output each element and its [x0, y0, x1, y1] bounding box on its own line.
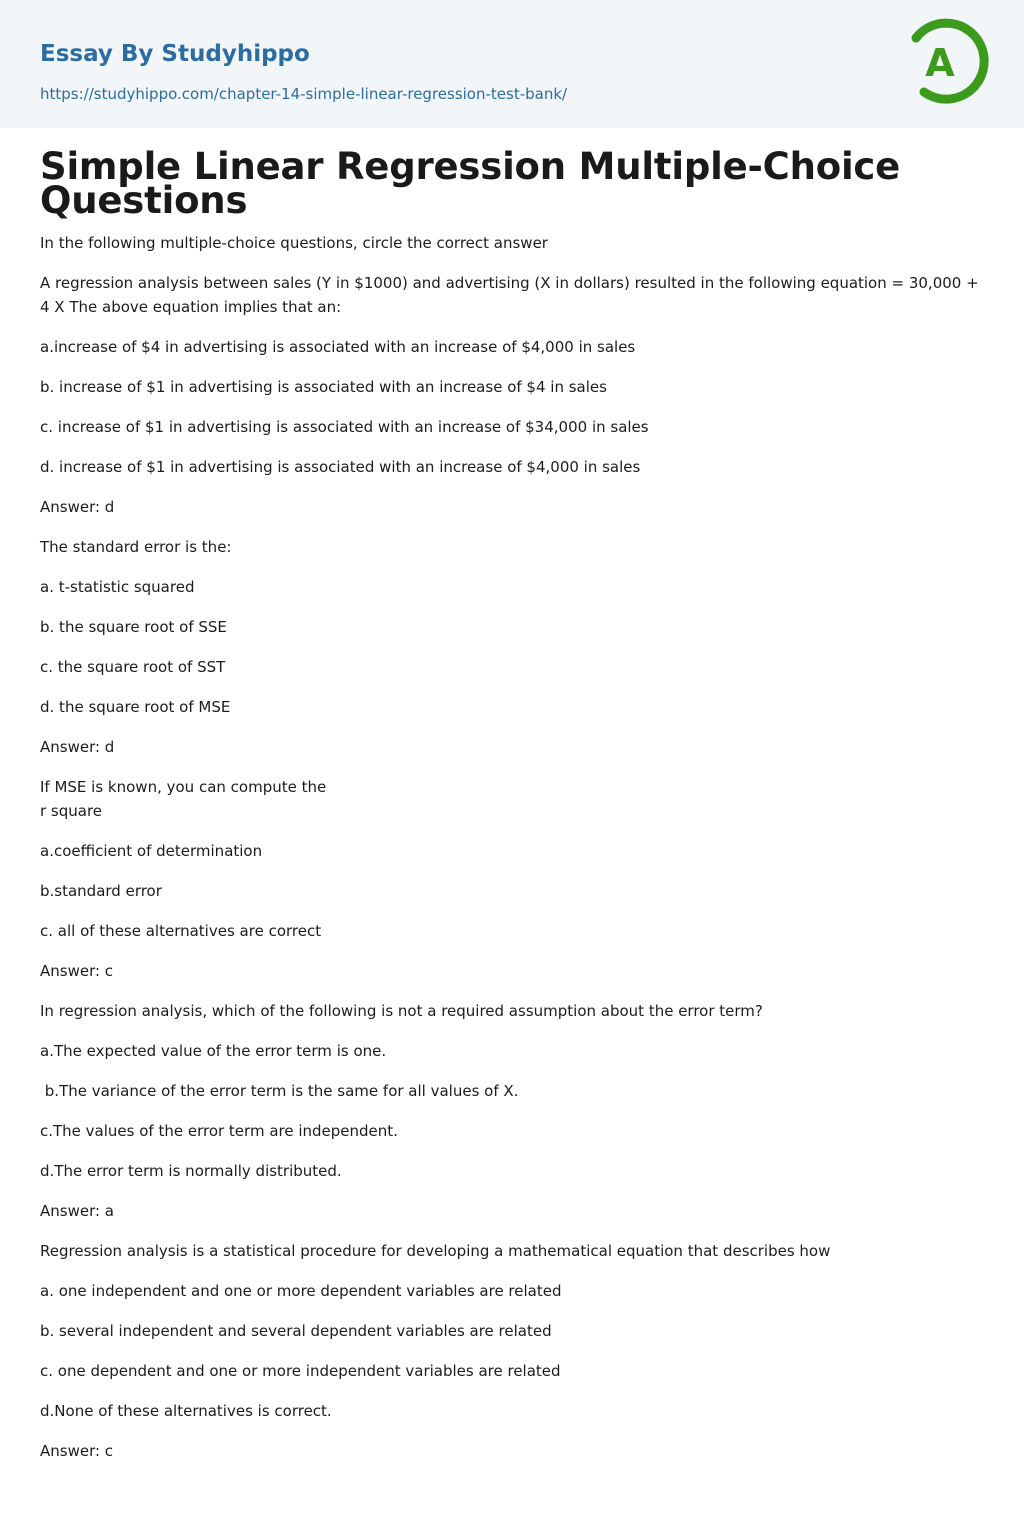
document-line: c. increase of $1 in advertising is associated with an increase of $34,000 in sales — [40, 418, 649, 436]
document-line: c. the square root of SST — [40, 658, 226, 676]
document-line: a.coefficient of determination — [40, 842, 263, 860]
logo-icon[interactable] — [906, 18, 990, 106]
page-title: Simple Linear Regression Multiple-Choice Questions — [40, 145, 901, 222]
document-line: Answer: d — [40, 738, 115, 756]
document-line: b. several independent and several dependent variables are related — [40, 1322, 552, 1340]
document-line: a.The expected value of the error term is one. — [40, 1042, 387, 1060]
document-line: If MSE is known, you can compute the r square — [40, 778, 327, 820]
source-link[interactable]: https://studyhippo.com/chapter-14-simple-linear-regression-test-bank/ — [40, 85, 568, 103]
document-line: d.The error term is normally distributed. — [40, 1162, 342, 1180]
document-line: d. increase of $1 in advertising is associated with an increase of $4,000 in sales — [40, 458, 641, 476]
document-line: d. the square root of MSE — [40, 698, 231, 716]
document-line: b. increase of $1 in advertising is associated with an increase of $4 in sales — [40, 378, 607, 396]
document-line: The standard error is the: — [40, 538, 232, 556]
question-list — [40, 231, 984, 1463]
logo-letter: A — [925, 41, 955, 85]
document-line: c. one dependent and one or more independent variables are related — [40, 1362, 561, 1380]
document-line: b.standard error — [40, 882, 162, 900]
document-line: c. all of these alternatives are correct — [40, 922, 322, 940]
document-line: In regression analysis, which of the following is not a required assumption about the error term? — [40, 1002, 763, 1020]
document-line: Answer: c — [40, 962, 114, 980]
document-line: a. one independent and one or more dependent variables are related — [40, 1282, 562, 1300]
document-line: a.increase of $4 in advertising is associated with an increase of $4,000 in sales — [40, 338, 636, 356]
document-line: a. t-statistic squared — [40, 578, 195, 596]
document-line: b.The variance of the error term is the same for all values of X. — [40, 1082, 519, 1100]
document-line: Answer: a — [40, 1202, 114, 1220]
document-line: c.The values of the error term are independent. — [40, 1122, 398, 1140]
document-line: Answer: d — [40, 498, 115, 516]
document-line: Answer: c — [40, 1442, 114, 1460]
site-header — [0, 0, 1024, 128]
document-line: In the following multiple-choice questions, circle the correct answer — [40, 234, 548, 252]
document-body — [0, 128, 1024, 1463]
document-line: Regression analysis is a statistical procedure for developing a mathematical equation that describes how — [40, 1242, 831, 1260]
document-line: b. the square root of SSE — [40, 618, 227, 636]
document-line: d.None of these alternatives is correct. — [40, 1402, 332, 1420]
document-line: A regression analysis between sales (Y in $1000) and advertising (X in dollars) resulted in the following equation = 30,000 + 4 X The above equation implies that an: — [40, 274, 984, 316]
site-brand[interactable]: Essay By Studyhippo — [40, 41, 310, 67]
